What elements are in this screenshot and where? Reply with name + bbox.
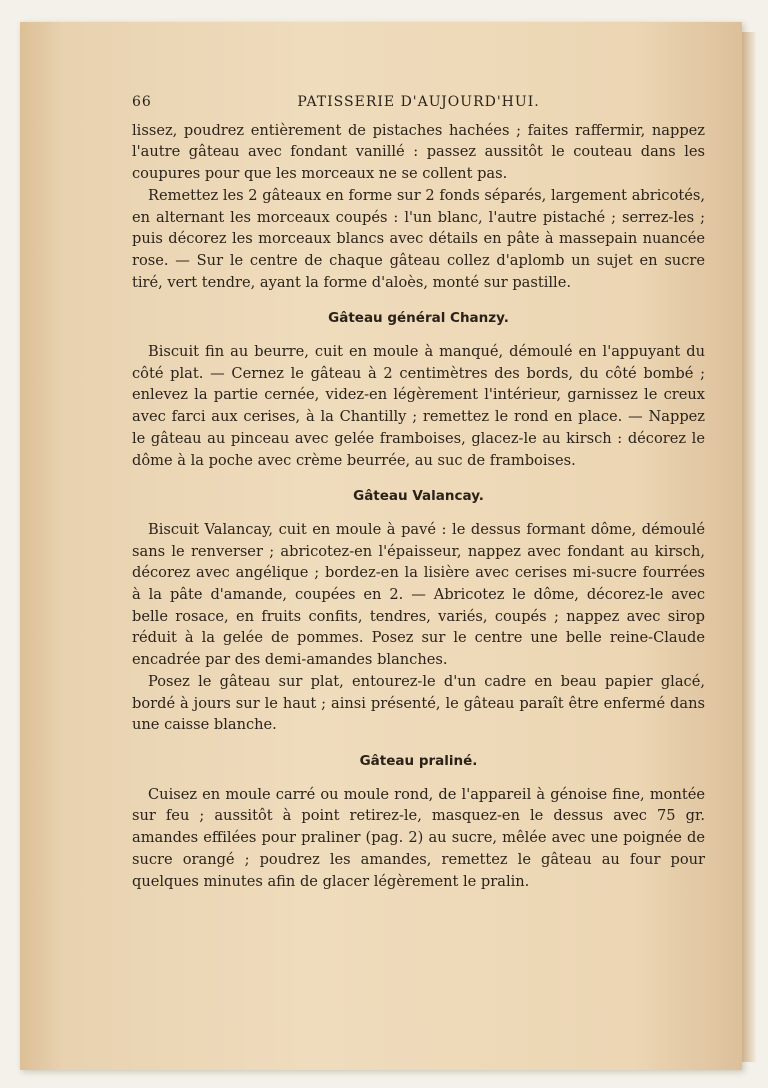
- paragraph: Biscuit Valancay, cuit en moule à pavé : le dessus formant dôme, démoulé sans le renverser ; abricotez-en l'épaisseur, nappez avec fondant au kirsch, décorez avec angélique ; bordez-en la lisière avec cerises mi-sucre fourrées à la pâte d'amande, coupées en 2. — Abricotez le dôme, décorez-le avec belle rosace, en fruits confits, tendres, variés, coupés ; nappez avec sirop réduit à la gelée de pommes. Posez sur le centre une belle reine-Claude encadrée par des demi-amandes blanches.: [132, 520, 705, 669]
- page-number: 66: [132, 94, 152, 110]
- paragraph: Remettez les 2 gâteaux en forme sur 2 fonds séparés, largement abricotés, en alternant les morceaux coupés : l'un blanc, l'autre pistaché ; serrez-les ; puis décorez les morceaux blancs avec détails en pâte à massepain nuancée rose. — Sur le centre de chaque gâteau collez d'aplomb un sujet en sucre tiré, vert tendre, ayant la forme d'aloès, monté sur pastille.: [132, 186, 705, 291]
- paragraph: Cuisez en moule carré ou moule rond, de l'appareil à génoise fine, montée sur feu ; aussitôt à point retirez-le, masquez-en le dessus avec 75 gr. amandes effilées pour praliner (pag. 2) au sucre, mêlée avec une poignée de sucre orangé ; poudrez les amandes, remettez le gâteau au four pour quelques minutes afin de glacer légèrement le pralin.: [132, 785, 705, 890]
- paragraph: Biscuit fin au beurre, cuit en moule à manqué, démoulé en l'appuyant du côté plat. — Cernez le gâteau à 2 centimètres des bords, du côté bombé ; enlevez la partie cernée, videz-en légèrement l'intérieur, garnissez le creux avec farci aux cerises, à la Chantilly ; remettez le rond en place. — Nappez le gâteau au pinceau avec gelée framboises, glacez-le au kirsch : décorez le dôme à la poche avec crème beurrée, au suc de framboises.: [132, 343, 705, 469]
- section-title: Gâteau Valancay.: [353, 488, 484, 505]
- page-header: [132, 92, 705, 114]
- section-title: Gâteau praliné.: [359, 752, 478, 769]
- section-title: Gâteau général Chanzy.: [328, 310, 509, 327]
- running-title: PATISSERIE D'AUJOURD'HUI.: [297, 94, 540, 110]
- paragraph: lissez, poudrez entièrement de pistaches hachées ; faites raffermir, nappez l'autre gâteau avec fondant vanillé : passez aussitôt le couteau dans les coupures pour que les morceaux ne se collent pas.: [132, 121, 705, 183]
- book-page: [20, 22, 742, 1070]
- page-content: [132, 92, 705, 892]
- paragraph: Posez le gâteau sur plat, entourez-le d'un cadre en beau papier glacé, bordé à jours sur le haut ; ainsi présenté, le gâteau paraît être enfermé dans une caisse blanche.: [132, 672, 705, 734]
